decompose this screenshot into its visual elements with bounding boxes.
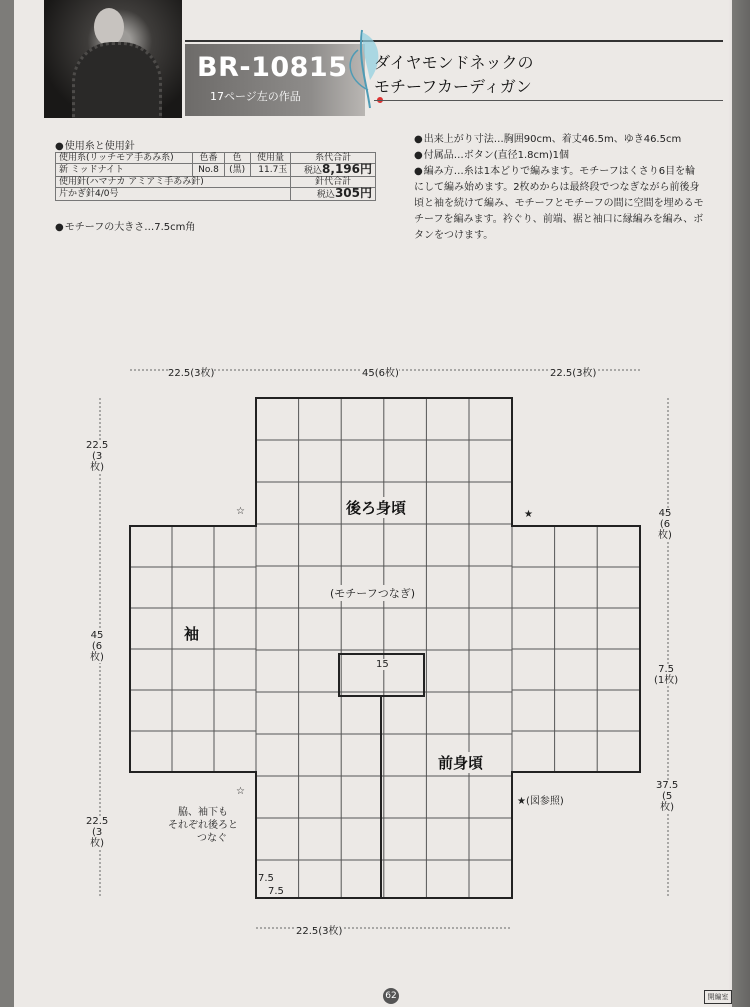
title-line-1: ダイヤモンドネックの (374, 53, 534, 72)
table-cell: 糸代合計 (291, 153, 376, 164)
instructions-line: タンをつけます。 (414, 230, 494, 241)
table-cell: 使用針(ハマナカ アミアミ手あみ針) (56, 177, 291, 188)
dim-count: (5 (662, 791, 673, 802)
yarn-price: 8,196円 (322, 162, 372, 176)
table-cell: No.8 (193, 164, 224, 177)
materials-heading: ● 使用糸と使用針 (55, 137, 135, 152)
sleeve-label: 袖 (184, 625, 200, 643)
filled-star-icon: ★ (524, 509, 533, 520)
note-line: 脇、袖下も (178, 807, 228, 818)
dim-count: (6 (659, 519, 671, 530)
dim-count: (3 (92, 827, 103, 838)
dim-left-mid (90, 630, 104, 663)
needle-price: 305円 (334, 186, 372, 200)
hollow-star-icon: ☆ (236, 506, 245, 517)
dim-value: 7.5 (658, 664, 675, 675)
dim-bottom: 22.5(3枚) (296, 922, 342, 937)
table-cell: 色番 (193, 153, 224, 164)
dim-unit: 枚) (90, 652, 104, 663)
neck-width-label: 15 (376, 659, 389, 670)
dim-value: 45 (658, 508, 672, 519)
dim-value: 22.5 (86, 440, 109, 451)
instructions-line: にして編み始めます。2枚めからは最終段でつなぎながら前後身 (414, 182, 700, 193)
note-line: それぞれ後ろと (168, 820, 238, 831)
dim-count: (6 (91, 641, 103, 652)
finished-size: ● 出来上がり寸法…胸囲90cm、着丈46.5m、ゆき46.5cm (414, 132, 681, 148)
motif-size: ● モチーフの大きさ…7.5cm角 (55, 218, 195, 233)
motif-joining-label: (モチーフつなぎ) (330, 587, 416, 600)
instructions-line: 頃と袖を続けて編み、モチーフとモチーフの間に空間を埋めるモ (414, 198, 704, 209)
table-cell: (黒) (224, 164, 250, 177)
instructions-line: ● 編み方…糸は1本どりで編みます。モチーフはくさり6目を輪 (414, 164, 695, 180)
dim-unit: 枚) (658, 530, 672, 541)
dim-left-top (86, 440, 108, 473)
dim-unit: 枚) (90, 462, 105, 473)
accessories: ● 付属品…ボタン(直径1.8cm)1個 (414, 148, 569, 164)
title-line-2: モチーフカーディガン (374, 77, 532, 96)
dim-right-bottom (656, 780, 678, 813)
hollow-star-icon: ☆ (236, 786, 245, 797)
dim-right-mid (654, 664, 678, 686)
subpage-reference: 17ページ左の作品 (210, 90, 301, 103)
product-code: BR-10815 (197, 52, 348, 83)
table-cell: 使用量 (250, 153, 291, 164)
tax-label: 税込 (304, 166, 323, 176)
table-cell: 使用糸(リッチモア手あみ糸) (56, 153, 193, 164)
page-number: 62 (383, 988, 399, 1004)
small-dim-vertical: 7.5 (258, 873, 274, 884)
table-cell: 新 ミッドナイト (56, 164, 193, 177)
dim-top-left: 22.5(3枚) (168, 364, 214, 379)
table-cell: 針代合計 (291, 177, 376, 188)
dim-value: 45 (90, 630, 104, 641)
back-body-label: 後ろ身頃 (346, 499, 407, 517)
dim-unit: 枚) (90, 838, 105, 849)
dim-right-top (658, 508, 672, 541)
dim-count: (1枚) (654, 675, 679, 686)
dim-value: 22.5 (86, 816, 109, 827)
instructions-line: チーフを編みます。衿ぐり、前端、裾と袖口に縁編みを編み、ボ (414, 214, 704, 225)
table-cell: 片かぎ針4/0号 (56, 188, 291, 201)
table-cell: 11.7玉 (250, 164, 291, 177)
dim-left-bottom (86, 816, 108, 849)
tax-label: 税込 (316, 190, 335, 200)
front-body-label: 前身頃 (438, 754, 484, 772)
note-line: つなぐ (197, 833, 227, 844)
dim-top-right: 22.5(3枚) (550, 364, 596, 379)
dim-unit: 枚) (660, 802, 675, 813)
publisher-stamp: 開編室 (704, 990, 732, 1004)
dim-value: 37.5 (656, 780, 679, 791)
small-dim-horizontal: 7.5 (268, 886, 284, 897)
dim-top-mid: 45(6枚) (362, 364, 399, 379)
dim-count: (3 (92, 451, 103, 462)
table-cell: 色 (224, 153, 250, 164)
side-seam-note (168, 806, 238, 845)
reference-note: ★(図参照) (517, 796, 564, 807)
